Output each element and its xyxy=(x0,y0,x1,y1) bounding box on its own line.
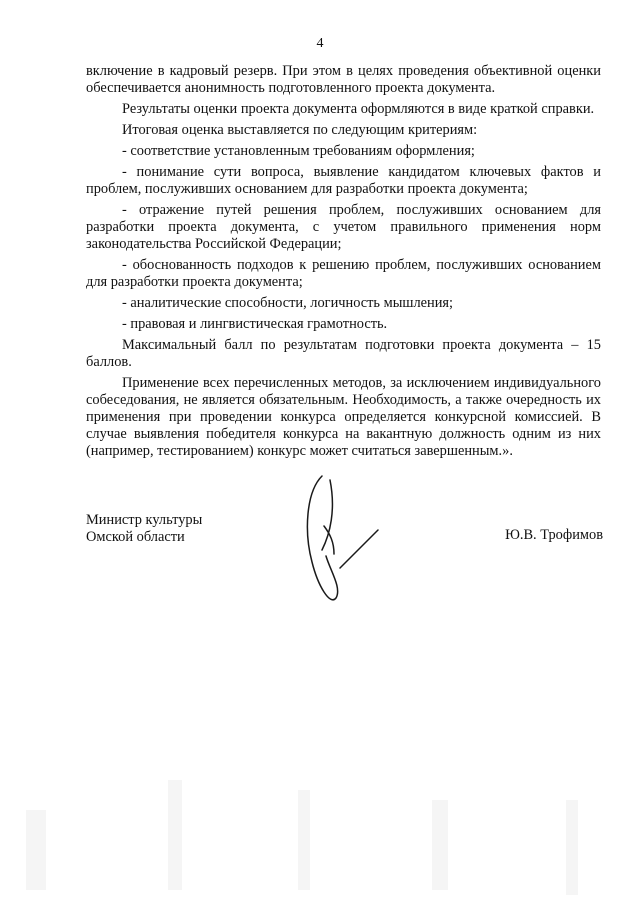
handwritten-signature xyxy=(300,470,390,610)
signatory-title-line: Министр культуры xyxy=(86,512,203,528)
document-body xyxy=(86,63,601,464)
paragraph: Применение всех перечисленных методов, за исключением индивидуального собеседования, не является обязательным. Необходимость, а также очередность их применения при проведении конкурса определяется конкурсной комиссией. В случае выявления победителя конкурса на вакантную должность одним из них (например, тестированием) конкурс может считаться завершенным.». xyxy=(86,375,601,459)
paragraph: Итоговая оценка выставляется по следующим критериям: xyxy=(122,122,478,138)
criteria-item: - понимание сути вопроса, выявление кандидатом ключевых фактов и проблем, послуживших основанием для разработки проекта документа; xyxy=(86,164,601,197)
paragraph: Результаты оценки проекта документа оформляются в виде краткой справки. xyxy=(122,101,595,117)
signatory-name: Ю.В. Трофимов xyxy=(505,527,603,543)
criteria-item: - соответствие установленным требованиям оформления; xyxy=(122,143,475,159)
criteria-item: - обоснованность подходов к решению проблем, послуживших основанием для разработки проекта документа; xyxy=(86,257,601,290)
paragraph: включение в кадровый резерв. При этом в целях проведения объективной оценки обеспечивается анонимность подготовленного проекта документа. xyxy=(86,63,601,96)
criteria-item: - правовая и лингвистическая грамотность. xyxy=(122,316,388,332)
scan-artifacts xyxy=(0,770,640,905)
criteria-item: - аналитические способности, логичность мышления; xyxy=(122,295,454,311)
signatory-title xyxy=(86,512,202,546)
paragraph: Максимальный балл по результатам подготовки проекта документа – 15 баллов. xyxy=(86,337,601,370)
page-number: 4 xyxy=(316,36,324,51)
signatory-title-line: Омской области xyxy=(86,529,185,545)
criteria-item: - отражение путей решения проблем, послуживших основанием для разработки проекта документа, с учетом правильного применения норм законодательства Российской Федерации; xyxy=(86,202,601,252)
